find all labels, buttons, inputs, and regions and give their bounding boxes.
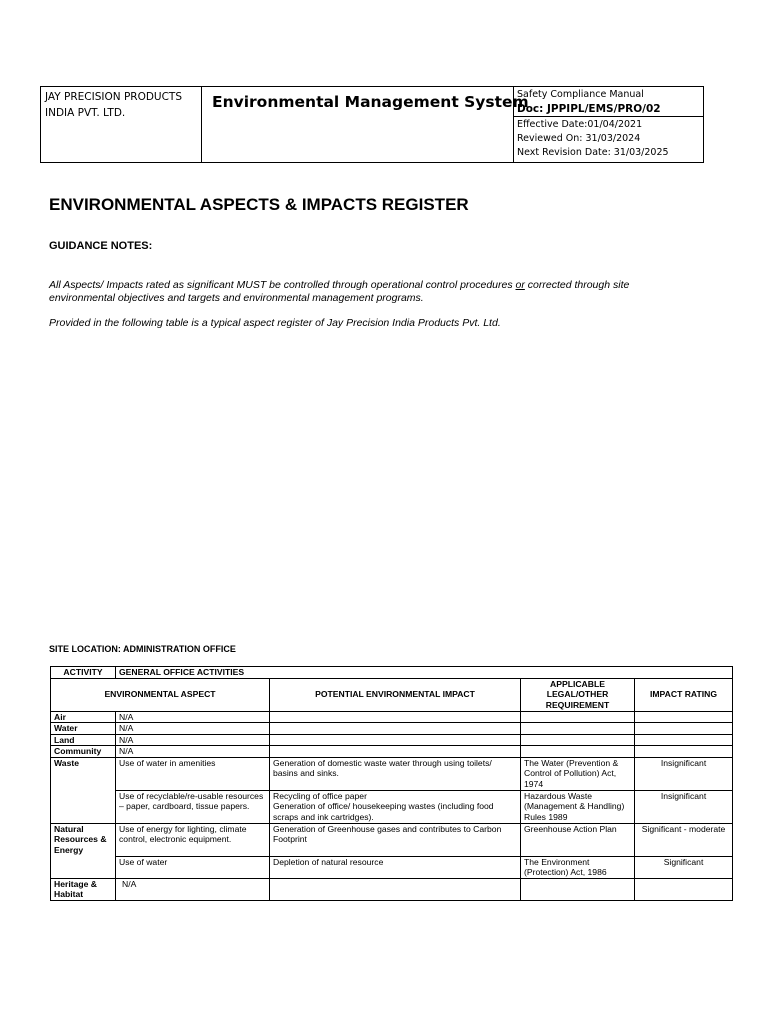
table-row	[51, 711, 733, 723]
guidance-text-b: corrected through site environmental objectives and targets and environmental management programs.	[49, 279, 630, 304]
table-row	[51, 790, 733, 823]
company-name-line2: INDIA PVT. LTD.	[45, 107, 126, 119]
row-legal	[521, 746, 635, 758]
row-impact: Generation of domestic waste water through using toilets/ basins and sinks.	[270, 757, 521, 790]
row-category: Community	[51, 746, 116, 758]
doc-info	[514, 87, 704, 163]
row-impact	[270, 734, 521, 746]
reviewed-on: Reviewed On: 31/03/2024	[517, 133, 641, 144]
row-impact	[270, 723, 521, 735]
row-impact	[270, 790, 521, 823]
row-aspect: N/A	[116, 734, 270, 746]
row-aspect: N/A	[116, 711, 270, 723]
row-legal: The Environment (Protection) Act, 1986	[521, 856, 635, 878]
site-location: SITE LOCATION: ADMINISTRATION OFFICE	[49, 644, 236, 654]
table-row	[51, 856, 733, 878]
row-legal	[521, 723, 635, 735]
header-aspect: ENVIRONMENTAL ASPECT	[51, 678, 270, 711]
row-legal	[521, 878, 635, 900]
activity-label: ACTIVITY	[51, 667, 116, 679]
row-rating	[635, 746, 733, 758]
guidance-text-a: All Aspects/ Impacts rated as significant MUST be controlled through operational control procedures	[49, 279, 516, 291]
guidance-text-or: or	[515, 279, 525, 291]
row-impact: Generation of Greenhouse gases and contributes to Carbon Footprint	[270, 823, 521, 856]
header-rating: IMPACT RATING	[635, 678, 733, 711]
table-row	[51, 878, 733, 900]
row-impact	[270, 711, 521, 723]
row-aspect: Use of water in amenities	[116, 757, 270, 790]
row-impact: Depletion of natural resource	[270, 856, 521, 878]
doc-id-block	[514, 87, 703, 117]
row-category: Air	[51, 711, 116, 723]
row-category: Waste	[51, 757, 116, 823]
aspects-register-table	[50, 666, 733, 901]
header-impact: POTENTIAL ENVIRONMENTAL IMPACT	[270, 678, 521, 711]
row-rating	[635, 723, 733, 735]
system-name: Environmental Management System	[202, 87, 514, 163]
row-aspect: Use of water	[116, 856, 270, 878]
table-row	[51, 757, 733, 790]
row-impact-line: Recycling of office paper	[273, 790, 367, 801]
row-legal	[521, 711, 635, 723]
row-impact	[270, 746, 521, 758]
row-rating: Insignificant	[635, 757, 733, 790]
row-rating: Insignificant	[635, 790, 733, 823]
row-impact	[270, 878, 521, 900]
row-category: Natural Resources & Energy	[51, 823, 116, 878]
row-rating	[635, 734, 733, 746]
row-rating	[635, 711, 733, 723]
doc-dates-block	[514, 117, 703, 161]
row-aspect: Use of recyclable/re-usable resources – paper, cardboard, tissue papers.	[116, 790, 270, 823]
row-legal	[521, 734, 635, 746]
effective-date: Effective Date:01/04/2021	[517, 119, 643, 130]
guidance-heading: GUIDANCE NOTES:	[49, 240, 153, 252]
table-row	[51, 746, 733, 758]
row-legal: The Water (Prevention & Control of Pollution) Act, 1974	[521, 757, 635, 790]
row-aspect: N/A	[116, 723, 270, 735]
company-name-line1: JAY PRECISION PRODUCTS	[45, 91, 183, 103]
row-aspect: Use of energy for lighting, climate control, electronic equipment.	[116, 823, 270, 856]
manual-name: Safety Compliance Manual	[517, 89, 644, 100]
doc-number: Doc: JPPIPL/EMS/PRO/02	[517, 103, 661, 115]
row-impact-line: Generation of office/ housekeeping wastes (including food scraps and ink cartridges).	[273, 801, 494, 822]
header-legal: APPLICABLE LEGAL/OTHER REQUIREMENT	[521, 678, 635, 711]
row-legal: Hazardous Waste (Management & Handling) Rules 1989	[521, 790, 635, 823]
row-category: Water	[51, 723, 116, 735]
next-revision-date: Next Revision Date: 31/03/2025	[517, 147, 669, 158]
row-rating: Significant - moderate	[635, 823, 733, 856]
document-header	[40, 86, 704, 163]
row-aspect: N/A	[116, 878, 270, 900]
row-rating: Significant	[635, 856, 733, 878]
table-row	[51, 734, 733, 746]
header-row	[51, 678, 733, 711]
activity-value: GENERAL OFFICE ACTIVITIES	[116, 667, 733, 679]
row-category: Land	[51, 734, 116, 746]
row-category: Heritage & Habitat	[51, 878, 116, 900]
table-row	[51, 823, 733, 856]
guidance-paragraph-1	[49, 279, 679, 304]
row-rating	[635, 878, 733, 900]
row-aspect: N/A	[116, 746, 270, 758]
page-title: ENVIRONMENTAL ASPECTS & IMPACTS REGISTER	[49, 195, 469, 214]
table-row	[51, 723, 733, 735]
guidance-paragraph-2: Provided in the following table is a typical aspect register of Jay Precision India Products Pvt. Ltd.	[49, 317, 501, 329]
activity-row	[51, 667, 733, 679]
company-name	[41, 87, 202, 163]
row-legal: Greenhouse Action Plan	[521, 823, 635, 856]
